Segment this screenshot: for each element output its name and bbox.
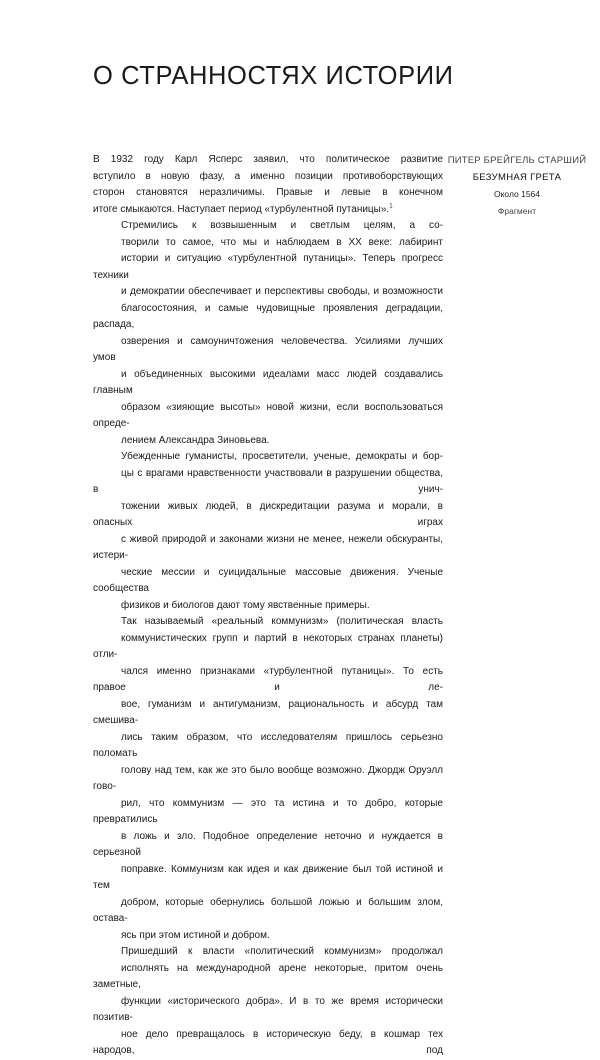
text-line: исполнять на международной арене некоторые, притом очень заметные, (93, 962, 443, 990)
text-line: Так называемый «реальный коммунизм» (политическая власть (121, 616, 443, 627)
text-line: ное дело превращалось в историческую беду, в кошмар тех народов, под (93, 1028, 443, 1056)
text-line: благосостояния, и самые чудовищные проявления деградации, распада, (93, 302, 443, 330)
caption-artist: ПИТЕР БРЕЙГЕЛЬ СТАРШИЙ (447, 155, 587, 166)
paragraph (93, 944, 443, 1060)
text-line: функции «исторического добра». И в то же время исторически позитив- (93, 995, 443, 1023)
text-line: голову над тем, как же это было вообще возможно. Джордж Оруэлл гово- (93, 764, 443, 792)
caption-date: Около 1564 (493, 189, 541, 199)
text-line: коммунистических групп и партий в некоторых странах планеты) отли- (93, 632, 443, 660)
text-line: рил, что коммунизм — это та истина и то добро, которые превратились (93, 797, 443, 825)
text-line: в ложь и зло. Подобное определение неточно и нуждается в серьезной (93, 830, 443, 858)
text-line: творили то самое, что мы и наблюдаем в XX веке: лабиринт (121, 236, 443, 248)
paragraph (93, 449, 443, 614)
caption-note: Фрагмент (497, 206, 537, 216)
text-line: поправке. Коммунизм как идея и как движение был той истиной и тем (93, 863, 443, 891)
text-line: истории и ситуацию «турбулентной путаницы». Теперь прогресс техники (93, 253, 443, 281)
paragraph (93, 218, 443, 449)
text-line: В 1932 году Карл Ясперс заявил, что политическое развитие (93, 154, 443, 165)
text-line: вступило в новую фазу, а именно позиции противоборствующих (93, 170, 443, 182)
text-line: итоге смыкаются. Наступает период «турбулентной путаницы».$^1$ (93, 203, 393, 215)
text-line: вое, гуманизм и антигуманизм, рациональность и абсурд там смешива- (93, 698, 443, 726)
text-line: и демократии обеспечивает и перспективы свободы, и возможности (121, 286, 443, 297)
page-title: О СТРАННОСТЯХ ИСТОРИИ (93, 62, 454, 90)
text-line: и объединенных высокими идеалами масс людей создавались главным (93, 368, 443, 396)
text-line: ческие мессии и суицидальные массовые движения. Ученые сообщества (93, 566, 443, 594)
text-line: цы с врагами нравственности участвовали в разрушении общества, в унич- (93, 467, 443, 495)
text-line: добром, которые обернулись большой ложью и большим злом, остава- (93, 896, 443, 924)
text-line: лись таким образом, что исследователям пришлось серьезно поломать (93, 731, 443, 759)
text-line: сторон становятся неразличимы. Правые и левые в конечном (93, 187, 443, 198)
caption-artwork-title: БЕЗУМНАЯ ГРЕТА (472, 172, 562, 183)
text-line: тожении живых людей, в дискредитации разума и морали, в опасных играх (93, 500, 443, 528)
text-line: с живой природой и законами жизни не менее, нежели обскуранты, истери- (93, 533, 443, 561)
text-line: Убежденные гуманисты, просветители, ученые, демократы и бор- (121, 451, 443, 462)
text-line: Пришедший к власти «политический коммунизм» продолжал (121, 946, 443, 957)
text-line: ясь при этом истиной и добром. (121, 929, 270, 941)
text-line: озверения и самоуничтожения человечества. Усилиями лучших умов (93, 335, 443, 363)
text-line: Стремились к возвышенным и светлым целям, а со- (121, 220, 443, 231)
text-line: чался именно признаками «турбулентной путаницы». То есть правое и ле- (93, 665, 443, 693)
text-line: лением Александра Зиновьева. (121, 434, 270, 446)
paragraph (93, 152, 443, 218)
image-caption (447, 152, 587, 220)
text-line: физиков и биологов дают тому явственные примеры. (121, 599, 370, 611)
article-body (93, 152, 443, 1060)
footnote-marker[interactable]: 1 (389, 203, 393, 210)
paragraph (93, 614, 443, 944)
text-line: образом «зияющие высоты» новой жизни, если воспользоваться опреде- (93, 401, 443, 429)
